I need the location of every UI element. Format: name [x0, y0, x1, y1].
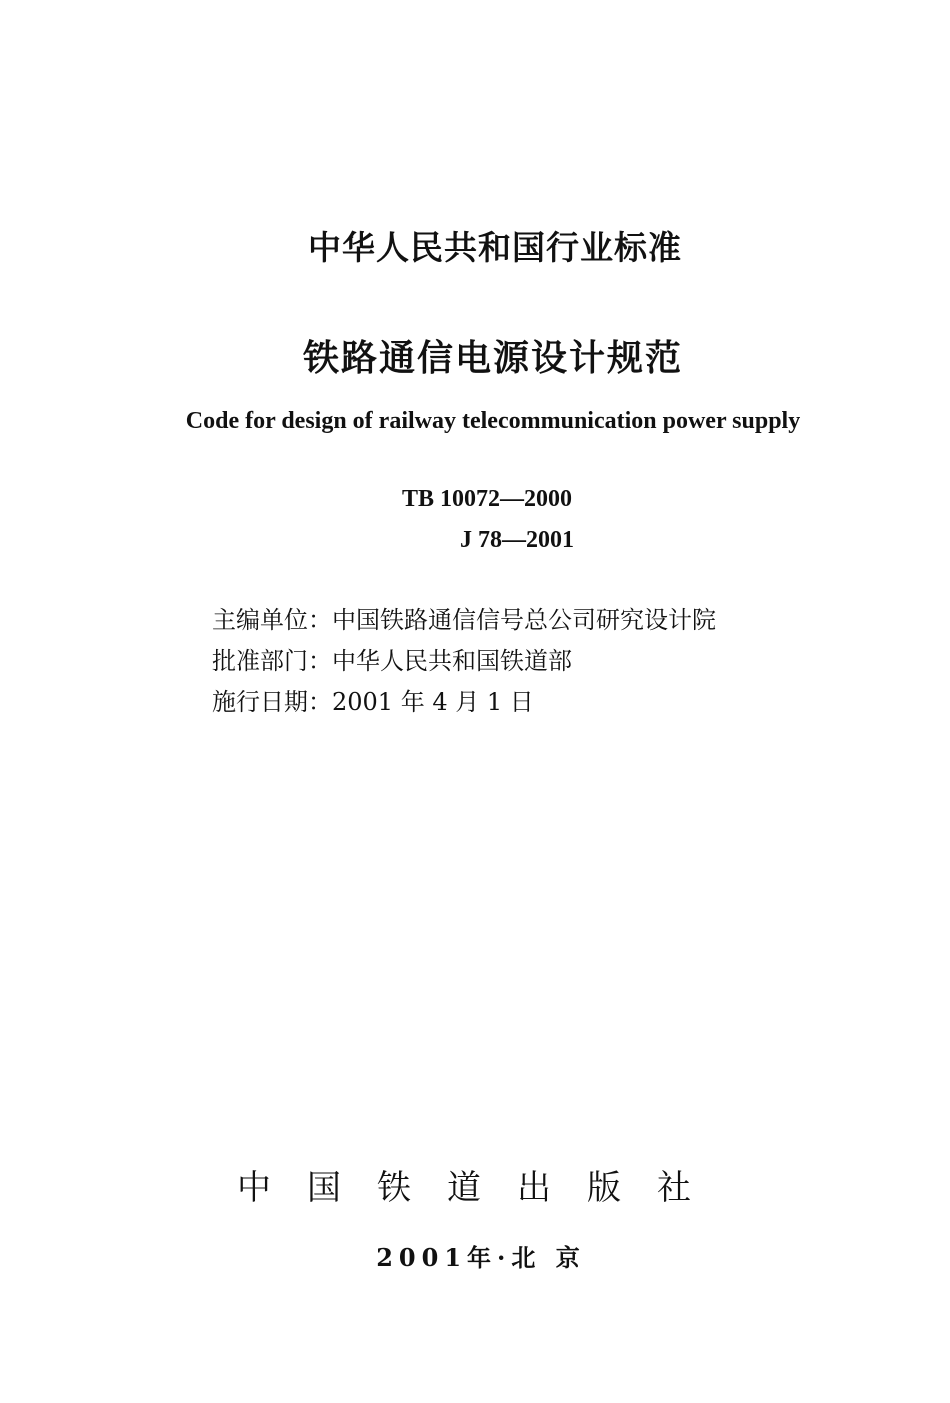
publication-date-place: 2001年·北 京 — [376, 1243, 586, 1272]
document-title-chinese: 铁路通信电源设计规范 — [302, 338, 683, 379]
approver-value: 中华人民共和国铁道部 — [332, 647, 572, 675]
approver-row — [212, 641, 572, 676]
approver-label: 批准部门： — [212, 647, 332, 675]
effective-date-label: 施行日期： — [212, 688, 332, 716]
editor-value: 中国铁路通信信号总公司研究设计院 — [332, 606, 716, 634]
effective-date-row — [212, 682, 534, 717]
document-title-english: Code for design of railway telecommunication power supply — [185, 408, 801, 434]
effective-date-value: 2001 年 4 月 1 日 — [332, 688, 534, 716]
standard-code-tb: TB 10072—2000 — [402, 486, 573, 512]
industry-standard-label: 中华人民共和国行业标准 — [308, 228, 682, 267]
standard-code-j: J 78—2001 — [460, 527, 574, 553]
publisher-name: 中国铁道出版社 — [237, 1168, 727, 1208]
editor-label: 主编单位： — [212, 606, 332, 634]
editor-row — [212, 600, 716, 635]
